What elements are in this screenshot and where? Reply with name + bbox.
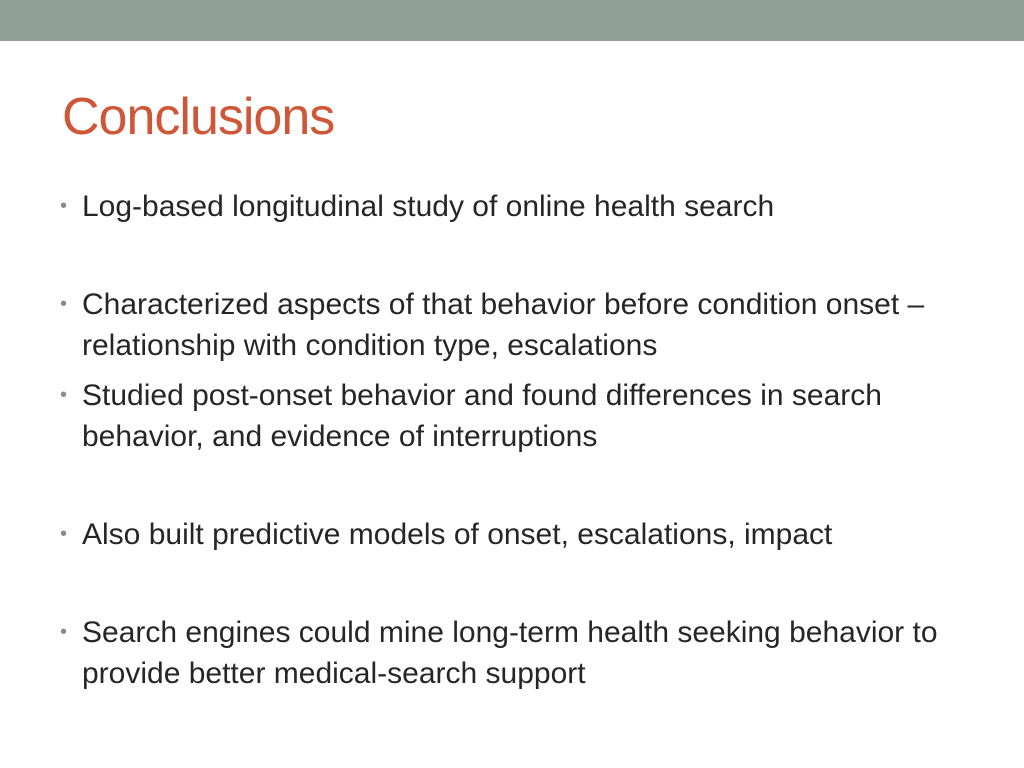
bullet-item — [60, 186, 950, 227]
bullet-text: Studied post-onset behavior and found differences in search behavior, and evidence of interruptions — [82, 379, 882, 453]
top-accent-bar — [0, 0, 1024, 41]
bullet-dot-icon: • — [60, 195, 68, 217]
bullet-item — [60, 612, 950, 694]
bullet-text: Log-based longitudinal study of online health search — [82, 190, 775, 223]
bullet-text: Also built predictive models of onset, escalations, impact — [82, 518, 833, 551]
bullet-dot-icon: • — [60, 384, 68, 406]
bullet-dot-icon: • — [60, 293, 68, 315]
bullet-dot-icon: • — [60, 523, 68, 545]
bullet-text: Characterized aspects of that behavior before condition onset – relationship with condition type, escalations — [82, 288, 925, 362]
bullet-item — [60, 514, 950, 555]
bullet-item — [60, 284, 950, 366]
bullet-text: Search engines could mine long-term health seeking behavior to provide better medical-search support — [82, 616, 938, 690]
bullet-dot-icon: • — [60, 621, 68, 643]
slide-title: Conclusions — [62, 88, 335, 146]
bullet-item — [60, 375, 950, 457]
